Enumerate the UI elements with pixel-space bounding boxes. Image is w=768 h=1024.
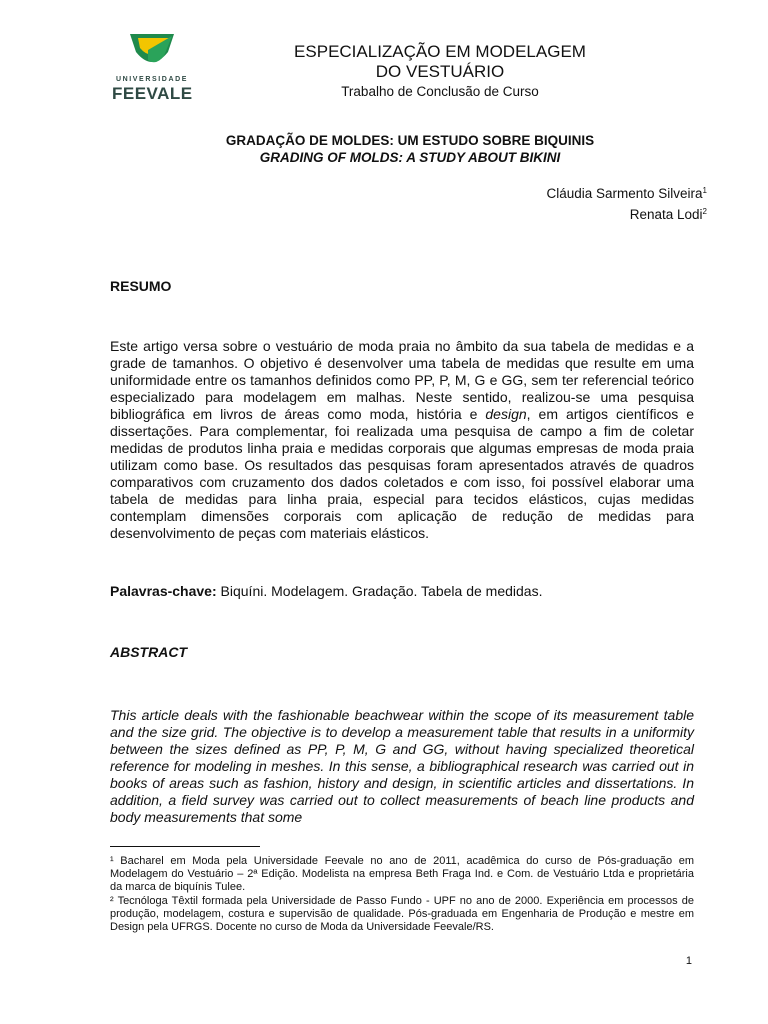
- author-name: Renata Lodi: [629, 207, 703, 222]
- resumo-text-emphasis: design: [485, 406, 527, 422]
- page-number: 1: [685, 955, 692, 967]
- paper-title-pt: GRADAÇÃO DE MOLDES: UM ESTUDO SOBRE BIQUINIS: [225, 133, 595, 148]
- paper-title-en: GRADING OF MOLDS: A STUDY ABOUT BIKINI: [259, 150, 561, 165]
- footnote-mark: 2: [702, 207, 707, 216]
- feevale-shield-icon: [128, 30, 176, 74]
- footnote-1: ¹ Bacharel em Moda pela Universidade Feevale no ano de 2011, acadêmica do curso de Pós-graduação em Modelagem do Vestuário – 2ª Edição. Modelista na empresa Beth Fraga Ind. e Com. de Vestuário Ltda e proprietária da marca de biquínis Tulee.: [110, 855, 694, 893]
- author-1: [546, 182, 707, 203]
- abstract-text: This article deals with the fashionable beachwear within the scope of its measurement table and the size grid. The objective is to develop a measurement table that results in a uniformity between the sizes defined as PP, P, M, G and GG, without having specialized theoretical reference for modeling in meshes. In this sense, a bibliographical research was carried out in books of areas such as fashion, history and design, in scientific articles and dissertations. In addition, a field survey was carried out to collect measurements of beach line products and body measurements that some: [110, 707, 694, 825]
- logo-line1: UNIVERSIDADE: [115, 76, 189, 83]
- logo-line2: FEEVALE: [112, 84, 193, 103]
- author-list: [546, 182, 707, 224]
- author-2: [546, 203, 707, 224]
- footnote-divider: [110, 846, 260, 847]
- keywords: [110, 583, 542, 599]
- course-title: ESPECIALIZAÇÃO EM MODELAGEM DO VESTUÁRIO: [294, 42, 586, 81]
- resumo-text: [110, 338, 694, 542]
- resumo-text-part: Este artigo versa sobre o vestuário de moda praia no âmbito da sua tabela de medidas e a grade de tamanhos. O objetivo é desenvolver uma tabela de medidas que resulte em uma uniformidade entre os tamanhos definidos como PP, P, M, G e GG, sem ter referencial teórico especializado para modelagem em malhas. Neste sentido, realizou-se uma pesquisa bibliográfica em livros de áreas como moda, história e: [110, 338, 694, 422]
- keywords-label: Palavras-chave:: [110, 583, 217, 599]
- abstract-heading: ABSTRACT: [110, 644, 187, 660]
- university-logo: [112, 30, 192, 102]
- resumo-text-part: , em artigos científicos e dissertações. Para complementar, foi realizada uma pesquisa de campo a fim de coletar medidas de produtos linha praia e medidas corporais que algumas empresas de moda praia utilizam como base. Os resultados das pesquisas foram apresentados através de quadros comparativos com cruzamento dos dados coletados e com isso, foi possível elaborar uma tabela de medidas para linha praia, especial para tecidos elásticos, cujas medidas contemplam dimensões corporais com aplicação de redução de medidas para desenvolvimento de peças com materiais elásticos.: [110, 406, 695, 541]
- author-name: Cláudia Sarmento Silveira: [546, 186, 703, 201]
- keywords-list: Biquíni. Modelagem. Gradação. Tabela de medidas.: [220, 583, 543, 599]
- document-header: [290, 42, 590, 99]
- resumo-heading: RESUMO: [110, 278, 172, 294]
- footnote-mark: 1: [702, 186, 707, 195]
- course-subtitle: Trabalho de Conclusão de Curso: [341, 84, 539, 99]
- footnote-2: ² Tecnóloga Têxtil formada pela Universidade de Passo Fundo - UPF no ano de 2000. Experiência em processos de produção, modelagem, costura e supervisão de qualidade. Pós-graduada em Engenharia de Produção e mestre em Design pela UFRGS. Docente no curso de Moda da Universidade Feevale/RS.: [110, 895, 694, 933]
